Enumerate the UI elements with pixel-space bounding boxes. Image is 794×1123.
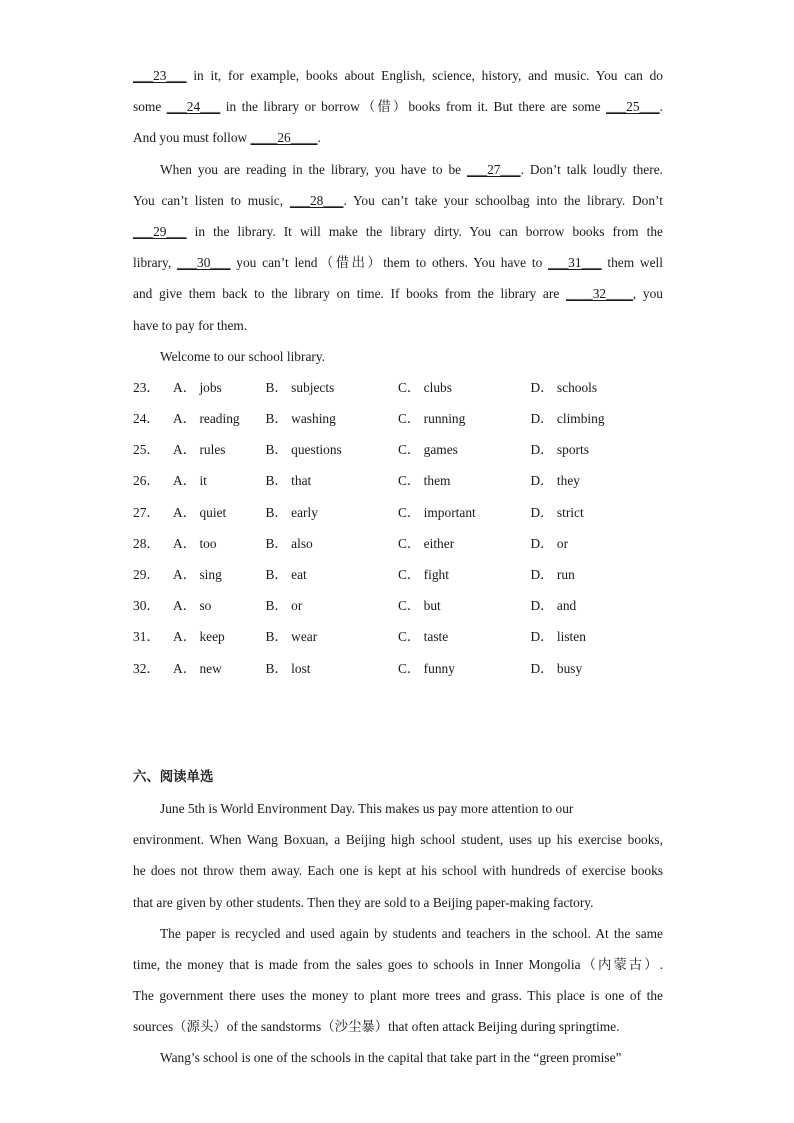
option-a[interactable]: A． new (173, 660, 222, 676)
option-b[interactable]: B． questions (265, 442, 342, 458)
option-b[interactable]: B． washing (265, 411, 336, 427)
blank-28[interactable]: ___28___ (289, 192, 344, 208)
question-number: 31． (133, 629, 160, 645)
option-a[interactable]: A． it (173, 473, 207, 489)
question-row-30 (133, 590, 663, 621)
option-c[interactable]: C． but (398, 598, 441, 614)
option-d[interactable]: D． schools (530, 379, 598, 395)
option-b[interactable]: B． or (265, 598, 303, 614)
passage-line: environment. When Wang Boxuan, a Beijing high school student, uses up his exercise books, (133, 832, 663, 848)
passage-line: June 5th is World Environment Day. This makes us pay more attention to our (160, 800, 574, 816)
passage-line: some ___24___ in the library or borrow（借）books from it. But there are some ___25___. (133, 99, 663, 115)
option-d[interactable]: D． they (530, 473, 580, 489)
option-c[interactable]: C． taste (398, 629, 449, 645)
question-row-28 (133, 528, 663, 559)
passage-line: When you are reading in the library, you have to be ___27___. Don’t talk loudly there. (160, 161, 664, 177)
question-number: 23． (133, 379, 160, 395)
blank-27[interactable]: ___27___ (467, 161, 521, 177)
option-d[interactable]: D． sports (530, 442, 589, 458)
question-row-25 (133, 434, 663, 465)
passage-line: Welcome to our school library. (160, 348, 326, 364)
blank-25[interactable]: ___25___ (606, 99, 660, 115)
option-b[interactable]: B． early (265, 504, 318, 520)
blank-29[interactable]: ___29___ (133, 223, 187, 239)
option-a[interactable]: A． sing (173, 567, 222, 582)
passage-line: Wang’s school is one of the schools in the capital that take part in the “green promise” (160, 1050, 622, 1066)
question-number: 25． (133, 442, 160, 458)
option-d[interactable]: D． climbing (530, 411, 605, 427)
option-a[interactable]: A． quiet (173, 504, 227, 520)
option-c[interactable]: C． games (398, 442, 458, 458)
blank-26[interactable]: ____26____ (250, 130, 318, 146)
option-c[interactable]: C． either (398, 535, 455, 551)
passage-line: You can’t listen to music, ___28___. You can’t take your schoolbag into the library. Don’t (133, 192, 663, 208)
passage-line: time, the money that is made from the sales goes to schools in Inner Mongolia（内蒙古）. (133, 956, 663, 972)
question-row-24 (133, 403, 663, 434)
answer-options (133, 372, 663, 684)
question-number: 24． (133, 411, 160, 427)
option-d[interactable]: D． busy (530, 660, 583, 676)
option-a[interactable]: A． reading (173, 411, 240, 427)
option-d[interactable]: D． and (530, 598, 577, 614)
option-a[interactable]: A． so (173, 598, 212, 614)
question-row-26 (133, 465, 663, 496)
option-a[interactable]: A． keep (173, 629, 225, 645)
passage-line: ___29___ in the library. It will make the library dirty. You can borrow books from the (133, 223, 663, 239)
document-page (133, 60, 663, 1074)
option-b[interactable]: B． eat (265, 567, 307, 582)
question-row-31 (133, 621, 663, 652)
blank-32[interactable]: ____32____ (565, 286, 633, 302)
option-c[interactable]: C． funny (398, 660, 455, 676)
question-row-29 (133, 559, 663, 590)
passage-line: sources（源头）of the sandstorms（沙尘暴）that often attack Beijing during springtime. (133, 1019, 620, 1035)
passage-line: The paper is recycled and used again by students and teachers in the school. At the same (160, 925, 663, 941)
option-d[interactable]: D． listen (530, 629, 586, 645)
question-row-27 (133, 497, 663, 528)
passage-line: and give them back to the library on time. If books from the library are ____32____, you (133, 286, 664, 302)
blank-30[interactable]: ___30___ (176, 255, 231, 271)
question-row-23 (133, 372, 663, 403)
passage-line: library, ___30___ you can’t lend（借出）them to others. You have to ___31___ them well (133, 255, 663, 271)
option-c[interactable]: C． fight (398, 567, 449, 582)
option-b[interactable]: B． subjects (265, 379, 335, 395)
passage-line: The government there uses the money to plant more trees and grass. This place is one of the (133, 988, 663, 1004)
option-c[interactable]: C． them (398, 473, 451, 489)
passage-line: that are given by other students. Then they are sold to a Beijing paper-making factory. (133, 894, 594, 910)
option-a[interactable]: A． too (173, 535, 217, 551)
question-row-32 (133, 653, 663, 684)
question-number: 26． (133, 473, 160, 489)
option-b[interactable]: B． wear (265, 629, 318, 645)
blank-23[interactable]: ___23___ (133, 68, 187, 83)
passage-line: ___23___ in it, for example, books about English, science, history, and music. You can do (133, 68, 663, 83)
option-b[interactable]: B． lost (265, 660, 311, 676)
passage-line: he does not throw them away. Each one is kept at his school with hundreds of exercise books (133, 863, 663, 879)
option-c[interactable]: C． clubs (398, 379, 452, 395)
option-a[interactable]: A． rules (173, 442, 226, 458)
passage-line: have to pay for them. (133, 317, 248, 333)
blank-31[interactable]: ___31___ (548, 255, 602, 271)
question-number: 29． (133, 567, 160, 582)
question-number: 28． (133, 535, 160, 551)
passage-line: And you must follow ____26____. (133, 130, 321, 146)
option-d[interactable]: D． strict (530, 504, 584, 520)
cloze-passage (133, 60, 663, 372)
option-d[interactable]: D． or (530, 535, 569, 551)
option-b[interactable]: B． also (265, 535, 313, 551)
option-c[interactable]: C． running (398, 411, 466, 427)
question-number: 30． (133, 598, 160, 614)
reading-passage (133, 793, 663, 1074)
question-number: 32． (133, 660, 160, 676)
option-d[interactable]: D． run (530, 567, 575, 582)
option-c[interactable]: C． important (398, 504, 476, 520)
blank-24[interactable]: ___24___ (166, 99, 221, 115)
option-a[interactable]: A． jobs (173, 379, 222, 395)
question-number: 27． (133, 504, 160, 520)
section-heading: 六、阅读单选 (133, 769, 214, 785)
option-b[interactable]: B． that (265, 473, 312, 489)
